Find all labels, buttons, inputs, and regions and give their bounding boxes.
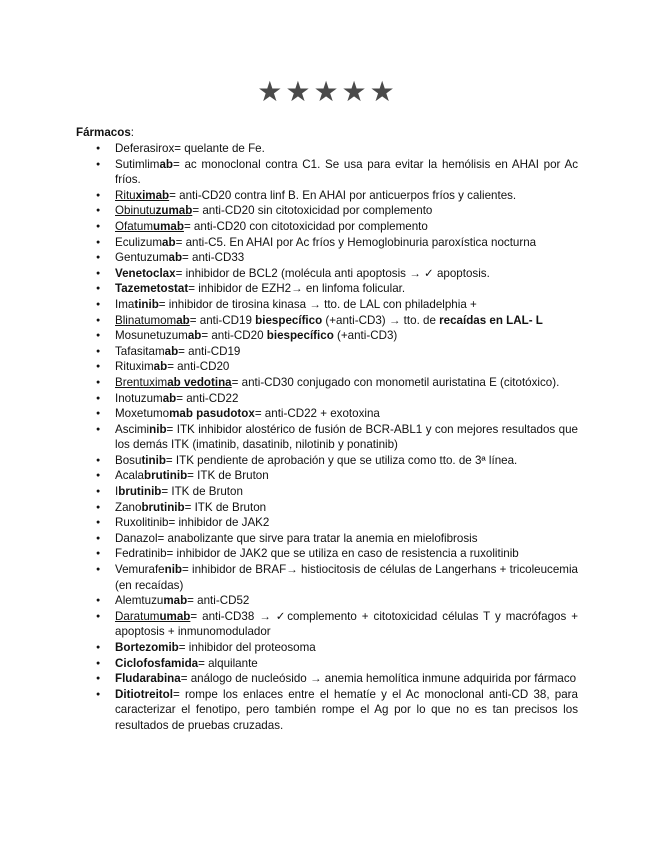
drug-text-run: = inhibidor de BCL2 (molécula anti apoptosis → ✓ apoptosis. [175,266,490,280]
drug-text-run: Tafasitam [115,344,165,358]
drug-list-item [76,141,578,157]
drug-list-item [76,188,578,204]
drug-text-run: ab [168,251,183,265]
drug-list-item [76,375,578,391]
drug-text-run: = alquilante [198,656,258,670]
drug-list-item [76,219,578,235]
drug-text-run: Moxetumo [115,407,170,421]
drug-text-run: = ITK de Bruton [161,485,243,499]
drug-text-run: Ofatum [115,219,154,233]
drug-list-item [76,344,578,360]
drug-text-run: = ITK de Bruton [184,500,267,514]
drug-text-run: Daratum [115,609,160,623]
drug-text-run: = anti-CD20 [167,360,230,374]
drug-list-item [76,453,578,469]
drug-text-run: tinib [134,297,159,311]
drug-text-run: Bortezomib [115,641,179,654]
drug-text-run: = anti-CD19 [178,344,241,358]
drug-text-run: Danazol= anabolizante que sirve para tratar la anemia en mielofibrosis [115,531,478,545]
drug-text-run: zumab [155,204,193,218]
drug-text-run: Ritu [115,188,136,202]
drug-text-run: = anti-CD19 [189,313,256,327]
drug-text-run: brutinib [118,485,162,499]
drug-list-item [76,468,578,484]
drug-text-run: ab [162,391,177,405]
drug-text-run: = ITK de Bruton [187,469,269,483]
drug-text-run: umab [159,609,191,623]
drug-list-item [76,484,578,500]
drug-text-run: = anti-CD38 → ✓complemento + citotoxicidad células T y macrófagos + apoptosis + inmunomodulador [115,609,578,639]
drug-text-run: = inhibidor del proteosoma [178,641,316,654]
drug-text-run: biespecífico [266,329,334,343]
drug-text-run: I [115,485,119,499]
drug-text-run: = anti-CD20 sin citotoxicidad por complemento [192,204,433,218]
drug-list-item [76,422,578,453]
drug-text-run: Mosunetuzum [115,329,188,343]
drug-list-item [76,328,578,344]
drug-text-run: ab [159,157,173,171]
drug-text-run: = análogo de nucleósido → anemia hemolítica inmune adquirida por fármaco [180,672,577,686]
drug-list-item [76,391,578,407]
drug-text-run: Acala [115,469,145,483]
drug-list-item [76,687,578,734]
drug-list-item [76,203,578,219]
drug-text-run: mab pasudotox [169,407,255,421]
drug-list-item [76,546,578,562]
drug-text-run: = anti-C5. En AHAI por Ac fríos y Hemoglobinuria paroxística nocturna [175,235,537,249]
drug-list-item [76,313,578,329]
drug-list-item [76,266,578,282]
drug-text-run: = anti-CD20 contra linf B. En AHAI por anticuerpos fríos y calientes. [169,188,517,202]
rating-stars: ★★★★★ [257,75,398,108]
drug-text-run: = anti-CD30 conjugado con monometil auristatina E (citotóxico). [231,375,560,389]
drug-list-item [76,515,578,531]
drug-text-run: = ITK inhibidor alostérico de fusión de BCR-ABL1 y con mejores resultados que los demás ITK (imatinib, dasatinib, nilotinib y ponatinib) [115,422,578,452]
drug-text-run: ab [162,235,176,249]
drug-list-item [76,157,578,188]
drug-text-run: Alemtuzu [115,594,164,608]
drug-text-run: Sutimlim [115,157,160,171]
drug-text-run: Fedratinib= inhibidor de JAK2 que se utiliza en caso de resistencia a ruxolitinib [115,547,519,561]
drug-text-run: Tazemetostat [115,282,189,296]
drug-list-item [76,406,578,422]
drug-text-run: Inotuzum [115,391,163,405]
drug-list-item [76,593,578,609]
drug-list-item [76,235,578,251]
drug-text-run: = anti-CD52 [187,594,250,608]
drug-text-run: = anti-CD22 + exotoxina [254,407,380,421]
drug-text-run: (+anti-CD3) → tto. de [322,313,440,327]
drug-text-run: = ITK pendiente de aprobación y que se utiliza como tto. de 3ª línea. [165,453,518,467]
drug-text-run: Venetoclax [115,266,176,280]
drug-text-run: = ac monoclonal contra C1. Se usa para evitar la hemólisis en AHAI por Ac fríos. [115,157,578,187]
drug-text-run: Ciclofosfamida [115,656,199,670]
drug-text-run: Zano [115,500,142,514]
drug-text-run: ab [176,313,190,327]
drug-text-run: Ima [115,297,135,311]
drug-text-run: brutinib [144,469,188,483]
drug-list-item [76,500,578,516]
drug-list-item [76,359,578,375]
drug-text-run: biespecífico [255,313,323,327]
drug-text-run: = anti-CD22 [176,391,239,405]
drug-text-run: Fludarabina [115,672,181,686]
drug-list-item [76,656,578,672]
drug-list-item [76,562,578,593]
drug-text-run: = inhibidor de BRAF→ histiocitosis de células de Langerhans + tricoleucemia (en recaídas) [115,563,578,592]
drug-text-run: Bosu [115,453,142,467]
drug-list [76,141,578,734]
drug-list-item [76,609,578,640]
drug-text-run: tinib [141,453,166,467]
drug-text-run: Rituxim [115,360,154,374]
drug-list-item [76,671,578,687]
drug-text-run: Deferasirox= quelante de Fe. [115,142,265,155]
drug-text-run: mab [163,594,188,608]
drug-text-run: = anti-CD20 [201,329,267,343]
drug-text-run: ab [164,344,179,358]
drug-text-run: = anti-CD20 con citotoxicidad por complemento [183,219,428,233]
drug-list-item [76,250,578,266]
drug-text-run: = anti-CD33 [182,251,245,265]
section-title-colon: : [130,126,135,139]
drug-text-run: Vemurafe [115,563,165,577]
drug-text-run: Ascimi [115,422,150,436]
drug-text-run: Ditiotreitol [115,687,173,701]
drug-text-run: Brentuxim [115,375,168,389]
drug-text-run: ximab [135,188,170,202]
drug-text-run: nib [164,563,183,577]
drug-list-item [76,531,578,547]
drug-list-item [76,640,578,656]
drug-text-run: ab [153,360,168,374]
drug-text-run: = inhibidor de tirosina kinasa → tto. de LAL con philadelphia + [158,297,477,311]
drug-text-run: Eculizum [115,235,163,249]
drug-text-run: Gentuzum [115,251,169,265]
drug-text-run: (+anti-CD3) [333,329,398,343]
drug-text-run: recaídas en LAL- L [439,313,543,327]
drug-text-run: = inhibidor de EZH2→ en linfoma folicular. [188,282,406,296]
drug-text-run: umab [153,219,184,233]
drug-text-run: = rompe los enlaces entre el hematíe y el Ac monoclonal anti-CD 38, para caracterizar el fenotipo, pero también rompe el Ag por lo que no es tan precisos los resultados de pruebas cruzadas. [115,687,578,732]
drug-text-run: ab vedotina [167,375,232,389]
drug-text-run: Obinutu [115,204,156,218]
section-heading [76,126,134,140]
drug-list-item [76,297,578,313]
drug-text-run: Ruxolitinib= inhibidor de JAK2 [115,516,270,530]
drug-text-run: nib [149,422,167,436]
drug-text-run: Blinatumom [115,313,177,327]
drug-text-run: brutinib [141,500,185,514]
drug-text-run: ab [187,329,202,343]
drug-list-item [76,281,578,297]
section-title: Fármacos [76,126,131,139]
